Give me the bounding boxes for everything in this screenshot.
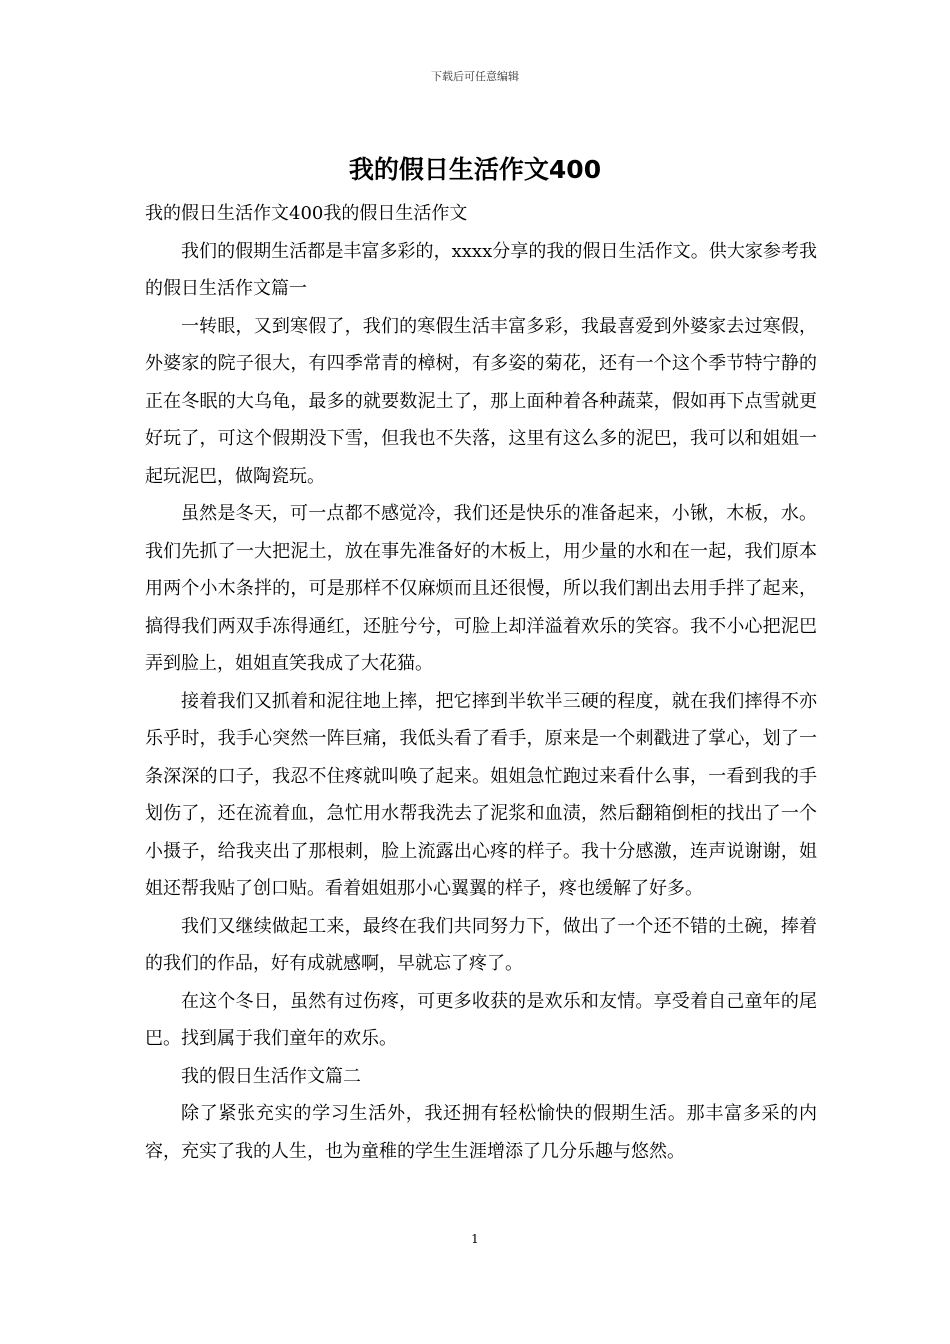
- page-header: 下载后可任意编辑: [431, 70, 519, 83]
- body-paragraph: 我们又继续做起工来，最终在我们共同努力下，做出了一个还不错的土碗，捧着的我们的作品，好有成就感啊，早就忘了疼了。: [145, 915, 817, 974]
- page-number: 1: [471, 1232, 479, 1246]
- body-paragraph: 除了紧张充实的学习生活外，我还拥有轻松愉快的假期生活。那丰富多采的内容，充实了我的人生，也为童稚的学生生涯增添了几分乐趣与悠然。: [145, 1103, 817, 1162]
- document-title: 我的假日生活作文400: [348, 155, 602, 184]
- body-paragraph: 接着我们又抓着和泥往地上摔，把它摔到半软半三硬的程度，就在我们摔得不亦乐乎时，我手心突然一阵巨痛，我低头看了看手，原来是一个刺戳进了掌心，划了一条深深的口子，我忍不住疼就叫唤了起来。姐姐急忙跑过来看什么事，一看到我的手划伤了，还在流着血，急忙用水帮我洗去了泥浆和血渍，然后翻箱倒柜的找出了一个小摄子，给我夹出了那根刺，脸上流露出心疼的样子。我十分感激，连声说谢谢，姐姐还帮我贴了创口贴。看着姐姐那小心翼翼的样子，疼也缓解了好多。: [145, 690, 817, 899]
- body-paragraph: 虽然是冬天，可一点都不感觉冷，我们还是快乐的准备起来，小锹，木板，水。我们先抓了一大把泥土，放在事先准备好的木板上，用少量的水和在一起，我们原本用两个小木条拌的，可是那样不仅麻烦而且还很慢，所以我们割出去用手拌了起来，搞得我们两双手冻得通红，还脏兮兮，可脸上却洋溢着欢乐的笑容。我不小心把泥巴弄到脸上，姐姐直笑我成了大花猫。: [145, 503, 817, 674]
- body-paragraph: 一转眼，又到寒假了，我们的寒假生活丰富多彩，我最喜爱到外婆家去过寒假，外婆家的院子很大，有四季常青的樟树，有多姿的菊花，还有一个这个季节特宁静的正在冬眠的大乌龟，最多的就要数泥土了，那上面种着各种蔬菜，假如再下点雪就更好玩了，可这个假期没下雪，但我也不失落，这里有这么多的泥巴，我可以和姐姐一起玩泥巴，做陶瓷玩。: [145, 315, 817, 487]
- section-heading: 我的假日生活作文篇二: [181, 1065, 361, 1087]
- subtitle-paragraph: 我的假日生活作文400我的假日生活作文: [145, 203, 468, 224]
- intro-paragraph: 我们的假期生活都是丰富多彩的，xxxx分享的我的假日生活作文。供大家参考我的假日生活作文篇一: [145, 240, 817, 299]
- body-paragraph: 在这个冬日，虽然有过伤疼，可更多收获的是欢乐和友情。享受着自己童年的尾巴。找到属于我们童年的欢乐。: [145, 990, 817, 1049]
- document-body: [145, 195, 817, 1170]
